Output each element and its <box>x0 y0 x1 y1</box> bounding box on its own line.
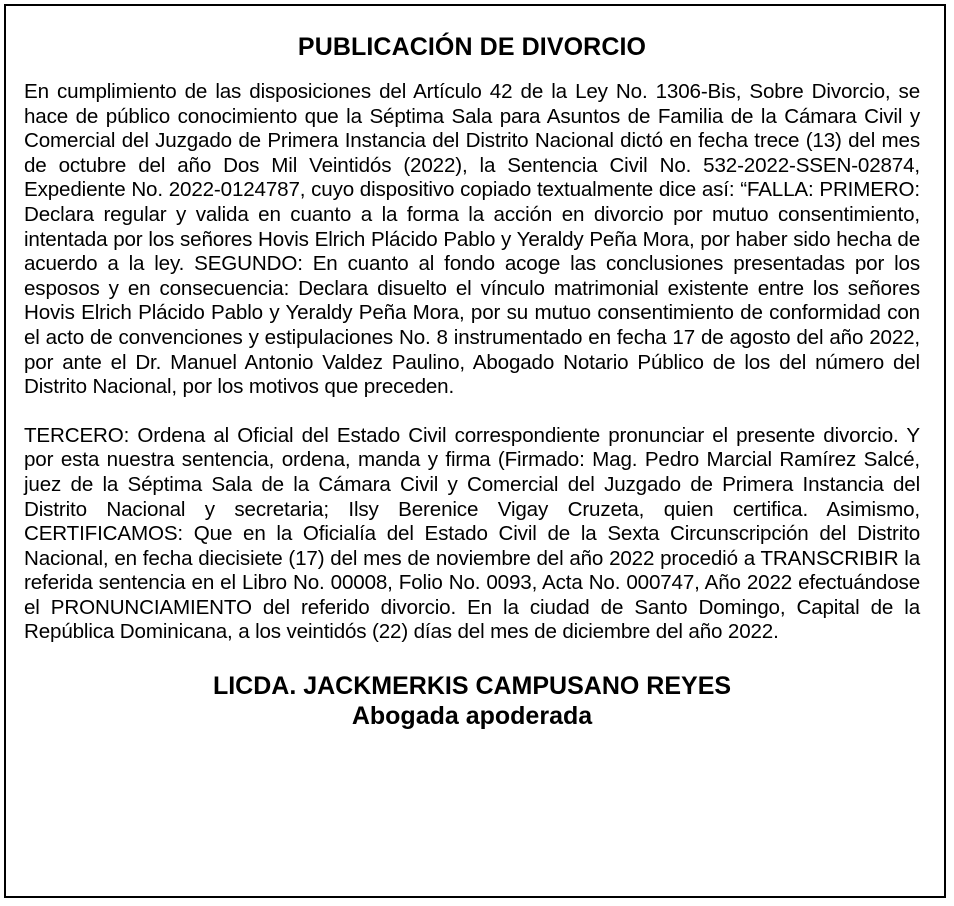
notice-title: PUBLICACIÓN DE DIVORCIO <box>297 33 647 61</box>
notice-paragraph-2: TERCERO: Ordena al Oficial del Estado Civil correspondiente pronunciar el presente divorcio. Y por esta nuestra sentencia, ordena, manda y firma (Firmado: Mag. Pedro Marcial Ramírez Salcé, juez de la Séptima Sala de la Cámara Civil y Comercial del Juzgado de Primera Instancia del Distrito Nacional y secretaria; Ilsy Berenice Vigay Cruzeta, quien certifica. Asimismo, CERTIFICAMOS: Que en la Oficialía del Estado Civil de la Sexta Circunscripción del Distrito Nacional, en fecha diecisiete (17) del mes de noviembre del año 2022 procedió a TRANSCRIBIR la referida sentencia en el Libro No. 00008, Folio No. 0093, Acta No. 000747, Año 2022 efectuándose el PRONUNCIAMIENTO del referido divorcio. En la ciudad de Santo Domingo, Capital de la República Dominicana, a los veintidós (22) días del mes de diciembre del año 2022. <box>24 423 920 644</box>
signature-name: LICDA. JACKMERKIS CAMPUSANO REYES <box>212 672 732 701</box>
signature-block <box>24 671 920 731</box>
notice-paragraph-1: En cumplimiento de las disposiciones del Artículo 42 de la Ley No. 1306-Bis, Sobre Divorcio, se hace de público conocimiento que la Séptima Sala para Asuntos de Familia de la Cámara Civil y Comercial del Juzgado de Primera Instancia del Distrito Nacional dictó en fecha trece (13) del mes de octubre del año Dos Mil Veintidós (2022), la Sentencia Civil No. 532-2022-SSEN-02874, Expediente No. 2022-0124787, cuyo dispositivo copiado textualmente dice así: “FALLA: PRIMERO: Declara regular y valida en cuanto a la forma la acción en divorcio por mutuo consentimiento, intentada por los señores Hovis Elrich Plácido Pablo y Yeraldy Peña Mora, por haber sido hecha de acuerdo a la ley. SEGUNDO: En cuanto al fondo acoge las conclusiones presentadas por los esposos y en consecuencia: Declara disuelto el vínculo matrimonial existente entre los señores Hovis Elrich Plácido Pablo y Yeraldy Peña Mora, por su mutuo consentimiento de conformidad con el acto de convenciones y estipulaciones No. 8 instrumentado en fecha 17 de agosto del año 2022, por ante el Dr. Manuel Antonio Valdez Paulino, Abogado Notario Público de los del número del Distrito Nacional, por los motivos que preceden. <box>24 80 920 399</box>
legal-notice <box>4 4 946 898</box>
signature-role: Abogada apoderada <box>351 702 593 731</box>
